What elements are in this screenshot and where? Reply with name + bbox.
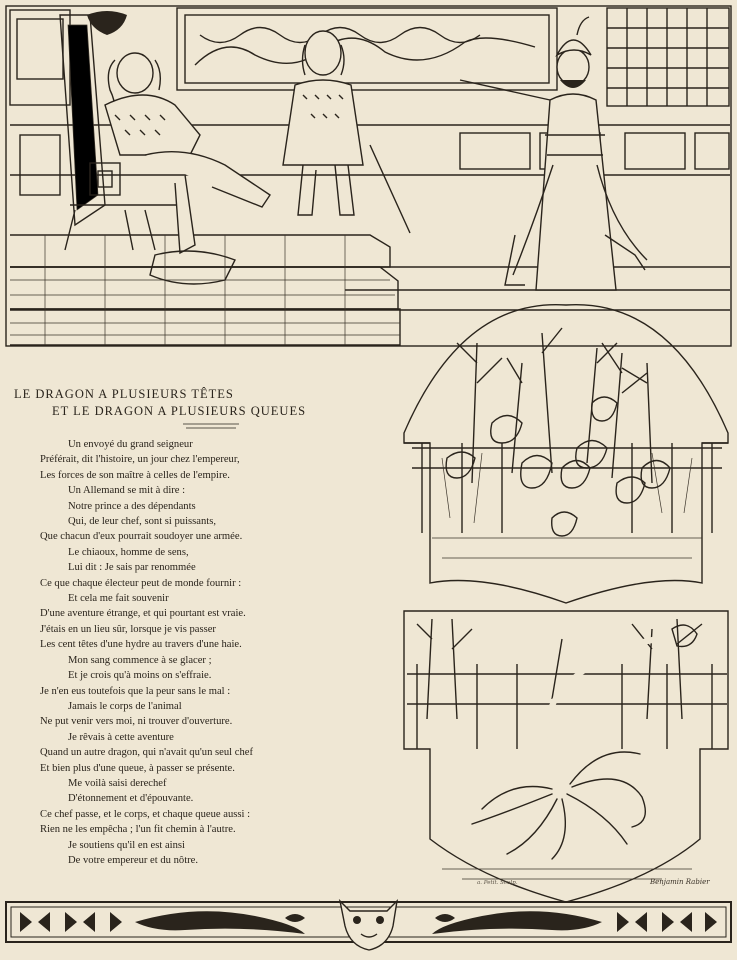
poem-title xyxy=(14,386,394,420)
poem-title-line-2: ET LE DRAGON A PLUSIEURS QUEUES xyxy=(52,404,307,418)
poem-line: Je soutiens qu'il en est ainsi xyxy=(68,839,185,851)
poem-line: Le chiaoux, homme de sens, xyxy=(68,546,189,558)
poem-line: J'étais en un lieu sûr, lorsque je vis passer xyxy=(40,623,216,635)
poem-line: Les forces de son maître à celles de l'empire. xyxy=(40,469,230,481)
poem-line: Et cela me fait souvenir xyxy=(68,593,169,605)
seated-courtier xyxy=(105,53,270,284)
court-scene-illustration xyxy=(5,5,732,350)
bottom-ornamental-frieze xyxy=(5,896,732,954)
turkish-envoy xyxy=(460,17,647,290)
poem-line: Jamais le corps de l'animal xyxy=(68,700,182,712)
poem-body xyxy=(40,437,370,868)
poem-line: Mon sang commence à se glacer ; xyxy=(68,654,212,666)
poem-line: D'étonnement et d'épouvante. xyxy=(68,793,194,805)
many-tailed-dragon-illustration xyxy=(402,609,730,907)
poem-line: Quand un autre dragon, qui n'avait qu'un seul chef xyxy=(40,747,253,759)
hydra-illustration xyxy=(402,303,730,606)
poem-title-line-1: LE DRAGON A PLUSIEURS TÊTES xyxy=(14,387,234,401)
poem-line: Et bien plus d'une queue, à passer se présente. xyxy=(40,762,235,774)
poem-line: Un envoyé du grand seigneur xyxy=(68,439,193,450)
poem-line: Je n'en eus toutefois que la peur sans le mal : xyxy=(40,685,231,697)
poem-line: Ce que chaque électeur peut de monde fournir : xyxy=(40,577,242,589)
poem-line: Et je crois qu'à moins on s'effraie. xyxy=(68,670,212,682)
poem-line: Notre prince a des dépendants xyxy=(68,500,196,512)
poem-line: Que chacun d'eux pourrait soudoyer une armée. xyxy=(40,531,243,543)
poem-line: Les cent têtes d'une hydre au travers d'une haie. xyxy=(40,639,242,651)
poem-line: Ne put venir vers moi, ni trouver d'ouverture. xyxy=(40,716,233,728)
poem-line: Me voilà saisi derechef xyxy=(68,777,167,789)
poem-line: D'une aventure étrange, et qui pourtant est vraie. xyxy=(40,608,246,620)
lattice-window xyxy=(607,8,729,106)
standing-emperor xyxy=(283,31,410,233)
poem-line: Préférait, dit l'histoire, un jour chez l'empereur, xyxy=(40,454,240,466)
poem-line: Ce chef passe, et le corps, et chaque queue aussi : xyxy=(40,808,251,820)
poem-line: Rien ne les empêcha ; l'un fit chemin à l'autre. xyxy=(40,824,236,836)
engraver-mark: a. Petit. Sculp. xyxy=(477,880,518,886)
poem-line: Lui dit : Je sais par renommée xyxy=(68,562,196,574)
throne-steps xyxy=(10,235,400,345)
poem-line: De votre empereur et du nôtre. xyxy=(68,854,199,866)
poem-line: Un Allemand se mit à dire : xyxy=(68,485,186,497)
poem-line: Je rêvais à cette aventure xyxy=(68,731,174,743)
tapestry xyxy=(177,8,557,90)
poem-line: Qui, de leur chef, sont si puissants, xyxy=(68,516,216,528)
artist-signature: Benjamin Rabier xyxy=(650,878,710,886)
title-ornament xyxy=(181,421,241,431)
